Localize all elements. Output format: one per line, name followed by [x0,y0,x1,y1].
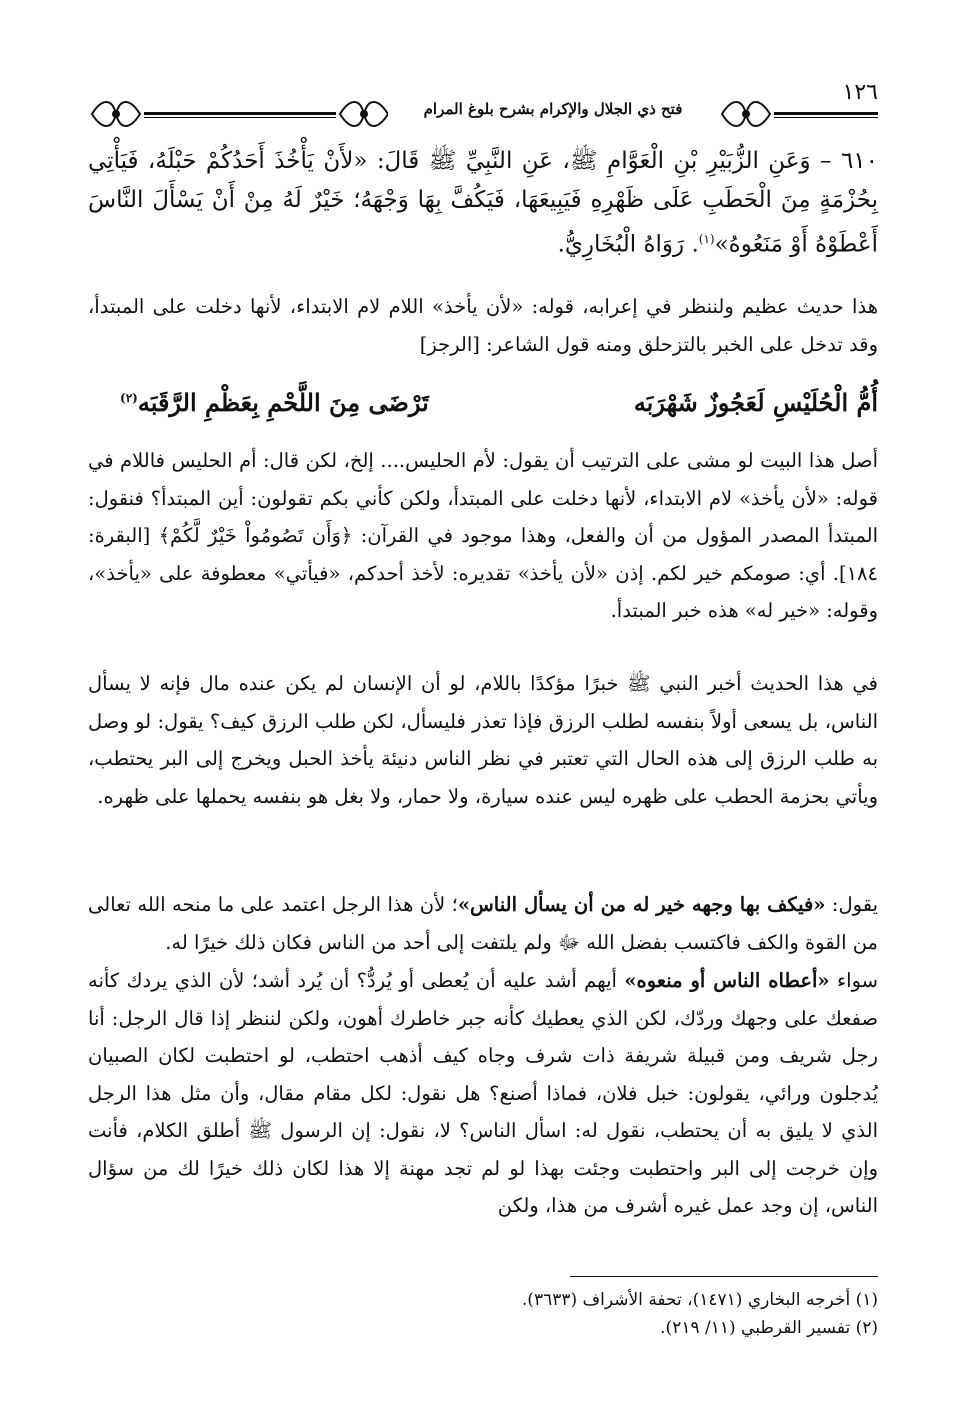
paragraph-5-rest: أيهم أشد عليه أن يُعطى أو يُردُّ؟ أن يُرد أشد؛ لأن الذي يردك كأنه صفعك على وجهك وردّك، لكن الذي يعطيك كأنه جبر خاطرك أهون، ولكن لننظر إذا قال الرجل: أنا رجل شريف ومن قبيلة شريفة ذات شرف وجاه كيف أذهب احتطب، لو احتطبت لكان الصبيان يُدجلون ورائي، يقولون: خبل فلان، فماذا أصنع؟ هل نقول: لكل مقام مقال، وأن مثل هذا الرجل الذي لا يليق به أن يحتطب، نقول له: اسأل الناس؟ لا، نقول: إن الرسول ﷺ أطلق الكلام، فأنت وإن خرجت إلى البر واحتطبت وجئت بهذا لو لم تجد مهنة إلا هذا لكان ذلك خيرًا لك من سؤال الناس، إن وجد عمل غيره أشرف من هذا، ولكن [88,969,878,1217]
ornament-icon [336,94,392,134]
paragraph-5-lead: سواء [829,969,878,992]
paragraph-5 [88,962,878,1225]
footnote-separator [570,1276,878,1277]
verse-second-hemistich [120,388,429,417]
hadith-text [88,142,878,265]
ornament-icon [718,94,774,134]
verse-second-text: تَرْضَى مِنَ اللَّحْمِ بِعَظْمِ الرَّقَبَه [137,388,429,417]
paragraph-4 [88,886,878,961]
paragraph-4-quote: «فيكف بها وجهه خير له من أن يسأل الناس» [457,893,826,916]
paragraph-4-lead: يقول: [825,893,878,916]
hadith-source: . رَوَاهُ الْبُخَارِيُّ. [557,231,699,258]
hadith-number: ٦١٠ [840,148,879,174]
page-header [88,80,878,128]
paragraph-5-quote: «أعطاه الناس أو منعوه» [624,969,830,992]
footnote-mark: (٢) [120,391,138,405]
paragraph-1: هذا حديث عظيم ولننظر في إعرابه، قوله: «لأن يأخذ» اللام لام الابتداء، لأنها دخلت على المبتدأ، وقد تدخل على الخبر بالتزحلق ومنه قول الشاعر: [الرجز] [88,295,878,356]
ornament-icon [88,94,144,134]
footnote-mark: (١) [698,232,715,246]
paragraph-3: في هذا الحديث أخبر النبي ﷺ خبرًا مؤكدًا باللام، لو أن الإنسان لم يكن عنده مال فإنه لا يسأل الناس، بل يسعى أولاً بنفسه لطلب الرزق فإذا تعذر فليسأل، لكن طلب الرزق كيف؟ يقول: لو وصل به طلب الرزق إلى هذه الحال التي تعتبر في نظر الناس دنيئة يأخذ الحبل ويخرج إلى البر يحتطب، ويأتي بحزمة الحطب على ظهره ليس عنده سيارة، ولا حمار، ولا بغل هو بنفسه يحملها على ظهره. [88,672,878,808]
page-number: ١٢٦ [842,80,878,105]
running-title: فتح ذي الجلال والإكرام بشرح بلوغ المرام [388,100,718,118]
poetry-verse [120,388,878,432]
hadith-body: – وَعَنِ الزُّبَيْرِ بْنِ الْعَوَّامِ ﷺ، عَنِ النَّبِيِّ ﷺ قَالَ: «لأَنْ يَأْخُذَ أَحَدُكُمْ حَبْلَهُ، فَيَأْتِي بِحُزْمَةٍ مِنَ الْحَطَبِ عَلَى ظَهْرِهِ فَيَبِيعَهَا، فَيَكُفَّ بِهَا وَجْهَهُ؛ خَيْرٌ لَهُ مِنْ أَنْ يَسْأَلَ النَّاسَ أَعْطَوْهُ أَوْ مَنَعُوهُ» [88,148,878,258]
footnote-2: (٢) تفسير القرطبي (١١/ ٢١٩). [660,1318,878,1338]
paragraph-4-rest: ؛ لأن هذا الرجل اعتمد على ما منحه الله تعالى من القوة والكف فاكتسب بفضل الله ﷻ ولم يلتفت إلى أحد من الناس فكان ذلك خيرًا له. [88,893,878,954]
paragraph-2: أصل هذا البيت لو مشى على الترتيب أن يقول: لأم الحليس.... إلخ، لكن قال: أم الحليس فاللام في قوله: «لأن يأخذ» لام الابتداء، لأنها دخلت على المبتدأ، ولكن كأني بكم تقولون: أين المبتدأ؟ فنقول: المبتدأ المصدر المؤول من أن والفعل، وهذا موجود في القرآن: ﴿وَأَن تَصُومُواْ خَيْرٌ لَّكُمْ﴾ [البقرة: ١٨٤]. أي: صومكم خير لكم. إذن «لأن يأخذ» تقديره: لأخذ أحدكم، «فيأتي» معطوفة على «يأخذ»، وقوله: «خير له» هذه خبر المبتدأ. [88,449,878,622]
verse-first-hemistich: أُمُّ الْحُلَيْسِ لَعَجُوزٌ شَهْرَبَه [633,388,878,417]
footnote-1: (١) أخرجه البخاري (١٤٧١)، تحفة الأشراف (٣٦٣٣). [521,1290,878,1310]
